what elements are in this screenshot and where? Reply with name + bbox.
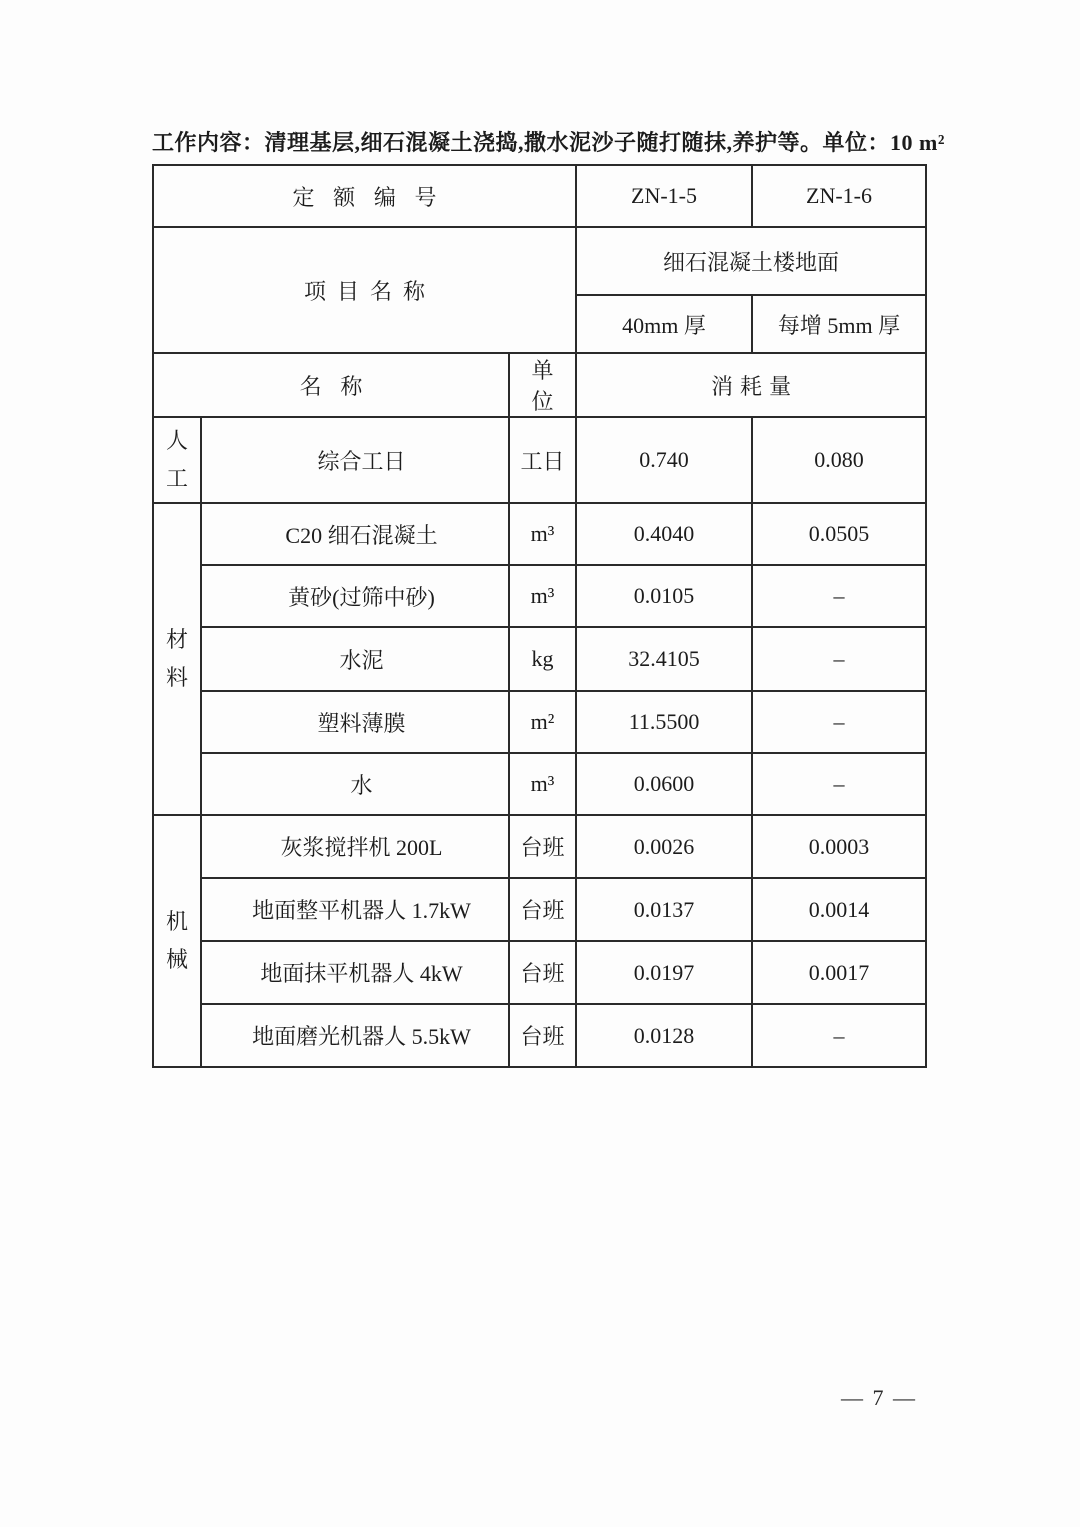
row-value-cell: 0.0128 [576, 1004, 752, 1067]
row-value-cell: – [752, 753, 926, 815]
row-value-cell: 0.0505 [752, 503, 926, 565]
row-value-cell: – [752, 565, 926, 627]
name-column-header: 名称 [153, 353, 509, 417]
row-name-cell: 水泥 [201, 627, 509, 691]
group-label-labor [153, 417, 201, 503]
project-group-header: 细石混凝土楼地面 [576, 227, 926, 295]
row-value-cell: 0.0014 [752, 878, 926, 941]
row-value-cell: 0.0137 [576, 878, 752, 941]
row-value-cell: 0.0003 [752, 815, 926, 878]
table-row [153, 815, 926, 878]
project-column-2: 每增 5mm 厚 [752, 295, 926, 353]
row-name-cell: 灰浆搅拌机 200L [201, 815, 509, 878]
row-name-cell: 综合工日 [201, 417, 509, 503]
group-label-text: 机械 [165, 908, 188, 972]
table-row [153, 227, 926, 295]
row-value-cell: 0.0017 [752, 941, 926, 1004]
row-value-cell: 32.4105 [576, 627, 752, 691]
table-row [153, 753, 926, 815]
row-value-cell: 11.5500 [576, 691, 752, 753]
row-value-cell: 0.0600 [576, 753, 752, 815]
row-value-cell: 0.0105 [576, 565, 752, 627]
row-name-cell: 地面磨光机器人 5.5kW [201, 1004, 509, 1067]
table-row [153, 941, 926, 1004]
row-unit-cell: 台班 [509, 941, 576, 1004]
row-name-cell: 塑料薄膜 [201, 691, 509, 753]
row-name-cell: 地面整平机器人 1.7kW [201, 878, 509, 941]
unit-column-header: 单位 [509, 353, 576, 417]
table-row [153, 627, 926, 691]
row-unit-cell: 台班 [509, 815, 576, 878]
row-unit-cell: m³ [509, 753, 576, 815]
row-value-cell: 0.4040 [576, 503, 752, 565]
page-number: — 7 — [841, 1385, 917, 1410]
row-unit-cell: m² [509, 691, 576, 753]
table-row [153, 353, 926, 417]
quota-code-1: ZN-1-5 [576, 165, 752, 227]
work-content-text: 工作内容：清理基层,细石混凝土浇捣,撒水泥沙子随打随抹,养护等。 [152, 130, 823, 155]
consumption-column-header: 消耗量 [576, 353, 926, 417]
group-label-machinery [153, 815, 201, 1067]
row-value-cell: – [752, 691, 926, 753]
row-unit-cell: m³ [509, 565, 576, 627]
quota-table [152, 164, 927, 1068]
row-value-cell: – [752, 1004, 926, 1067]
row-value-cell: 0.740 [576, 417, 752, 503]
row-value-cell: 0.080 [752, 417, 926, 503]
quota-number-label: 定额编号 [153, 165, 576, 227]
table-row [153, 565, 926, 627]
table-row [153, 417, 926, 503]
row-name-cell: 水 [201, 753, 509, 815]
group-label-text: 材料 [165, 626, 188, 690]
row-name-cell: 地面抹平机器人 4kW [201, 941, 509, 1004]
group-label-materials [153, 503, 201, 815]
project-name-label: 项目名称 [153, 227, 576, 353]
row-unit-cell: 台班 [509, 878, 576, 941]
table-row [153, 165, 926, 227]
quota-sheet [152, 126, 945, 1068]
table-row [153, 878, 926, 941]
row-unit-cell: m³ [509, 503, 576, 565]
unit-note: 单位：10 m² [822, 130, 945, 155]
row-unit-cell: 台班 [509, 1004, 576, 1067]
table-row [153, 1004, 926, 1067]
row-name-cell: C20 细石混凝土 [201, 503, 509, 565]
project-column-1: 40mm 厚 [576, 295, 752, 353]
quota-code-2: ZN-1-6 [752, 165, 926, 227]
group-label-text: 人工 [165, 427, 188, 491]
row-unit-cell: kg [509, 627, 576, 691]
row-value-cell: – [752, 627, 926, 691]
row-value-cell: 0.0197 [576, 941, 752, 1004]
table-row [153, 691, 926, 753]
table-row [153, 503, 926, 565]
row-value-cell: 0.0026 [576, 815, 752, 878]
row-name-cell: 黄砂(过筛中砂) [201, 565, 509, 627]
row-unit-cell: 工日 [509, 417, 576, 503]
work-content-header [152, 126, 945, 157]
